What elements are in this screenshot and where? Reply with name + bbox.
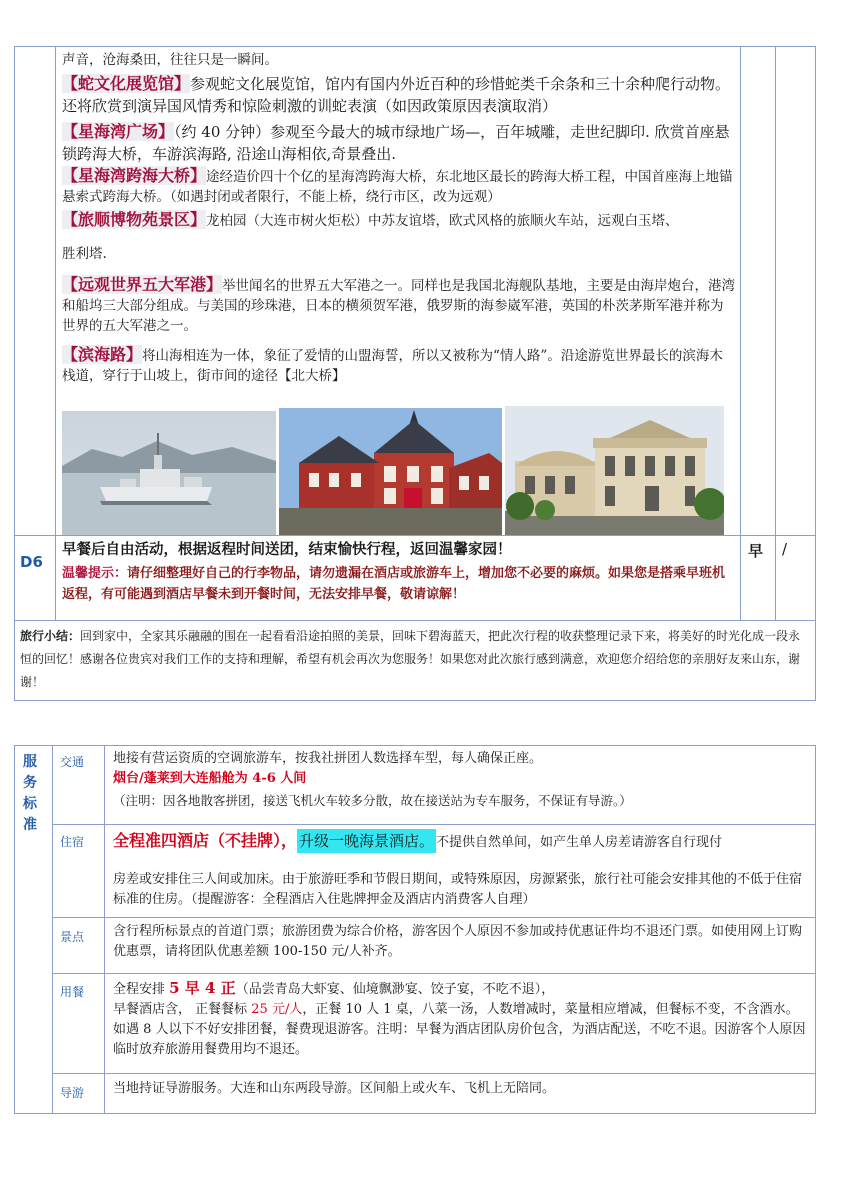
d6-hotel: / <box>782 540 788 558</box>
service-row-border-4 <box>52 1073 816 1074</box>
snake-museum-tag: 【蛇文化展览馆】 <box>62 74 191 93</box>
xinghai-bridge-tag: 【星海湾跨海大桥】 <box>62 166 207 185</box>
service-label-meals: 用餐 <box>60 985 85 999</box>
lodging-rest-line1: 不提供自然单间，如产生单人房差请游客自行现付 <box>436 835 723 850</box>
snake-museum-paragraph <box>62 73 736 117</box>
lodging-standard: 全程准四酒店（不挂牌）， <box>113 831 298 850</box>
service-row-border-3 <box>52 973 816 974</box>
table-left-border <box>14 46 15 700</box>
summary-text: 回到家中，全家其乐融融的围在一起看看沿途拍照的美景，回味下碧海蓝天，把此次行程的收获整理记录下来，将美好的时光化成一段永恒的回忆！感谢各位贵宾对我们工作的支持和理解，希望有机会再次为您服务！如果您对此次旅行感到满意，欢迎您介绍给您的亲朋好友来山东，谢谢！ <box>20 629 801 689</box>
service-row-border-1 <box>52 824 816 825</box>
service-label-column-border <box>104 745 105 1113</box>
lodging-rest-line2: 房差或安排住三人间或加床。由于旅游旺季和节假日期间，或特殊原因，房源紧张，旅行社可能会安排其他的不低于住宿标准的住房。（提醒游客：全程酒店入住匙牌押金及酒店内消费客人自理） <box>113 872 803 907</box>
snake-museum-text: 参观蛇文化展览馆，馆内有国内外近百种的珍惜蛇类千余条和三十余种爬行动物。还将欣赏到演异国风情秀和惊险刺激的训蛇表演（如因政策原因表演取消） <box>62 75 731 115</box>
european-mansion-photo <box>505 406 724 535</box>
meals-price: 25 元/人 <box>251 1002 303 1017</box>
intro-line: 声音，沧海桑田，往往只是一瞬间。 <box>62 52 278 68</box>
service-meals-content <box>113 978 809 1060</box>
meals-line-1: 全程安排 5 早 4 正（品尝青岛大虾宴、仙境飘渺宴、饺子宴，不吃不退）， <box>113 979 555 997</box>
summary-label: 旅行小结： <box>20 629 81 643</box>
d6-meal: 早 <box>748 542 764 560</box>
lvshun-text: 龙柏园（大连市树火炬松）中苏友谊塔，欧式风格的旅顺火车站，远观白玉塔、 <box>206 213 679 229</box>
service-label-tickets: 景点 <box>60 930 85 944</box>
harbor-tag: 【远观世界五大军港】 <box>62 275 223 294</box>
lvshun-text-continued: 胜利塔. <box>62 246 107 262</box>
table-bottom-border <box>14 700 816 701</box>
warship-photo <box>62 411 276 535</box>
xinghai-square-tag: 【星海湾广场】 <box>62 122 175 141</box>
service-label-lodging: 住宿 <box>60 835 85 849</box>
d6-tip-label: 温馨提示： <box>62 566 128 581</box>
lvshun-tag: 【旅顺博物苑景区】 <box>62 210 207 229</box>
xinghai-square-text: （约 40 分钟）参观至今最大的城市绿地广场—，百年城雕，走世纪脚印. 欣赏首座悬锁跨海大桥，车游滨海路, 沿途山海相依,奇景叠出. <box>62 123 730 163</box>
red-brick-building-photo <box>279 408 502 535</box>
service-lodging-content <box>113 830 809 854</box>
service-table-bottom-border <box>14 1113 816 1114</box>
table-top-border <box>14 46 816 47</box>
binhai-paragraph <box>62 345 736 386</box>
service-tickets-content: 含行程所标景点的首道门票；旅游团费为综合价格，游客因个人原因不参加或持优惠证件均不退还门票。如使用网上订购优惠票，请将团队优惠差额 100-150 元/人补齐。 <box>113 924 803 959</box>
table-right-border <box>815 46 816 700</box>
binhai-text: 将山海相连为一体，象征了爱情的山盟海誓，所以又被称为“情人路”。沿途游览世界最长的滨海木栈道，穿行于山坡上，街市间的途径【北大桥】 <box>62 348 723 384</box>
service-row-border-2 <box>52 917 816 918</box>
service-title-column-border <box>52 745 53 1113</box>
meals-line-2: 早餐酒店含， 正餐餐标 25 元/人，正餐 10 人 1 桌，八菜一汤，人数增减时，菜量相应增减，但餐标不变，不含酒水。如遇 8 人以下不好安排团餐，餐费现退游客。注明：早餐为酒店团队房价包含，为酒店配送，不吃不退。因游客个人原因临时放弃旅游用餐费用均不退还。 <box>113 1002 806 1057</box>
service-standard-title: 服 务 标 准 <box>23 754 37 833</box>
d6-row-top-border <box>14 535 816 536</box>
meal-column-border <box>740 46 741 620</box>
service-label-transport: 交通 <box>60 755 85 769</box>
service-label-guide: 导游 <box>60 1086 85 1100</box>
lodging-upgrade-highlight: 升级一晚海景酒店。 <box>297 829 436 853</box>
xinghai-square-paragraph <box>62 121 736 165</box>
service-table-right-border <box>815 745 816 1113</box>
d6-tip-paragraph <box>62 563 736 605</box>
harbor-paragraph <box>62 275 736 336</box>
xinghai-bridge-text: 途经造价四十个亿的星海湾跨海大桥，东北地区最长的跨海大桥工程，中国首座海上地锚悬索式跨海大桥。（如遇封闭或者限行，不能上桥，绕行市区，改为远观） <box>62 169 733 205</box>
day-column-border <box>55 46 56 620</box>
summary-row-top-border <box>14 620 816 621</box>
service-table-top-border <box>14 745 816 746</box>
transport-ferry-line: 烟台/蓬莱到大连船舱为 4-6 人间 <box>113 771 307 786</box>
d6-tip-text: 请仔细整理好自己的行李物品，请勿遗漏在酒店或旅游车上，增加您不必要的麻烦。如果您是搭乘早班机返程，有可能遇到酒店早餐未到开餐时间，无法安排早餐，敬请谅解！ <box>62 566 726 602</box>
meals-count: 5 早 4 正 <box>169 979 236 997</box>
service-guide-content: 当地持证导游服务。大连和山东两段导游。区间船上或火车、飞机上无陪同。 <box>113 1081 556 1096</box>
day-label-d6: D6 <box>20 553 43 571</box>
trip-summary <box>20 625 810 694</box>
transport-line-1: 地接有营运资质的空调旅游车，按我社拼团人数选择车型，每人确保正座。 <box>113 751 543 766</box>
lvshun-paragraph <box>62 210 736 231</box>
binhai-tag: 【滨海路】 <box>62 345 143 364</box>
hotel-column-border <box>775 46 776 620</box>
service-table-left-border <box>14 745 15 1113</box>
harbor-text: 举世闻名的世界五大军港之一。同样也是我国北海舰队基地，主要是由海岸炮台，港湾和船坞三大部分组成。与美国的珍珠港，日本的横须贺军港，俄罗斯的海参崴军港，英国的朴茨茅斯军港并称为世界的五大军港之一。 <box>62 278 736 334</box>
transport-note: （注明：因各地散客拼团，接送飞机火车较多分散，故在接送站为专车服务，不保证有导游。） <box>113 793 632 808</box>
service-transport-content <box>113 749 809 811</box>
d6-main-text: 早餐后自由活动，根据返程时间送团，结束愉快行程，返回温馨家园！ <box>62 542 512 558</box>
xinghai-bridge-paragraph <box>62 166 736 207</box>
